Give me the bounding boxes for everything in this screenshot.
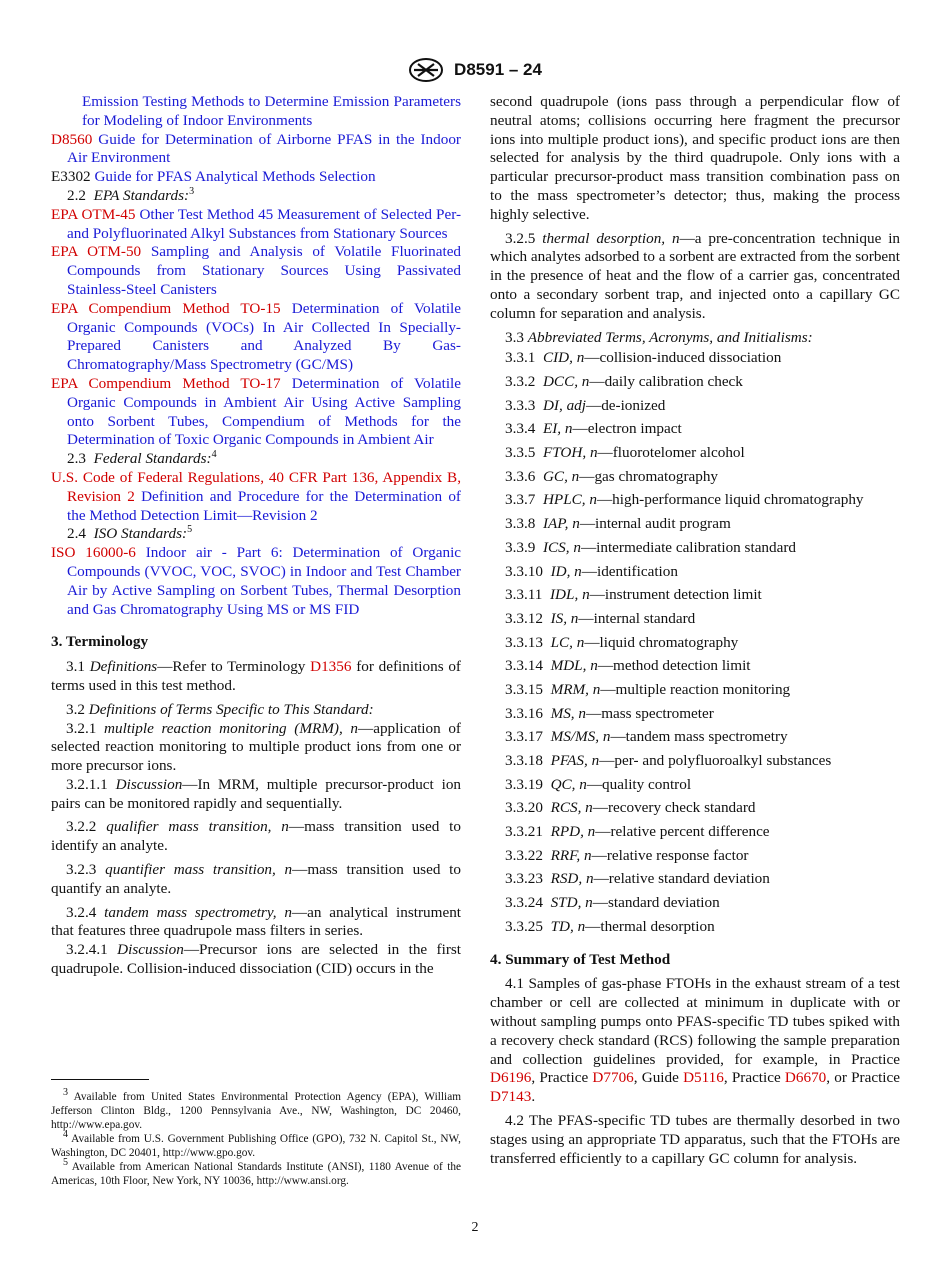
term-abbr: RSD, n — [550, 870, 594, 888]
term-abbr: EI, n — [542, 420, 573, 438]
term-definition: —tandem mass spectrometry — [610, 728, 788, 746]
section-title: Abbreviated Terms, Acronyms, and Initialisms: — [527, 328, 813, 346]
term-definition: —relative percent difference — [595, 823, 770, 841]
abbreviation-item — [490, 776, 900, 795]
term-number: 3.3.10 — [505, 562, 543, 580]
definition: —mass transition used to quantify an analyte. — [51, 861, 461, 897]
section-number: 3.2.4 — [66, 903, 97, 921]
reference-code: E3302 — [51, 168, 91, 186]
term-definition: —intermediate calibration standard — [580, 538, 797, 556]
term-number: 3.3.25 — [505, 917, 543, 935]
term-definition: —mass spectrometer — [586, 704, 714, 722]
page-number: 2 — [471, 1220, 479, 1235]
footnote — [51, 1087, 462, 1132]
term-definition: —identification — [581, 562, 678, 580]
term-number: 3.3.1 — [505, 349, 536, 367]
term-abbr: ID, n — [550, 562, 582, 580]
section-number: 3.2 — [66, 700, 85, 718]
abbreviation-item — [490, 728, 900, 747]
term-definition: —fluorotelomer alcohol — [597, 444, 745, 462]
paragraph-3-2 — [51, 701, 461, 720]
footnote-mark[interactable]: 5 — [187, 524, 193, 536]
section-number: 2.2 — [67, 186, 86, 204]
term-abbr: LC, n — [550, 633, 585, 651]
abbreviation-item — [490, 610, 900, 629]
term-definition: —internal audit program — [579, 515, 731, 533]
abbreviation-item — [490, 799, 900, 818]
footnote-mark[interactable]: 3 — [189, 185, 195, 197]
term-abbr: MS/MS, n — [550, 728, 611, 746]
section-title: Definitions of Terms Specific to This Standard: — [88, 700, 374, 718]
reference-link[interactable]: D7706 — [592, 1069, 634, 1087]
definition: —mass transition used to identify an analyte. — [51, 818, 461, 855]
abbreviation-item — [490, 373, 900, 392]
definition: —application of selected reaction monitoring to multiple product ions from one or more precursor ions. — [51, 719, 461, 775]
paragraph-3-3 — [490, 329, 900, 348]
term: Definitions — [89, 658, 158, 676]
text: —Refer to Terminology — [157, 658, 306, 676]
term-number: 3.3.11 — [505, 586, 543, 604]
abbreviation-item — [490, 634, 900, 653]
term-number: 3.3.13 — [505, 633, 543, 651]
term-definition: —internal standard — [578, 609, 696, 627]
reference-title[interactable]: Determination of Volatile Organic Compounds in Ambient Air Using Active Sampling onto Sorbent Tubes, Compendium of Methods for the Determination of Toxic Organic Compounds in Ambient Air — [67, 374, 462, 449]
term-abbr: IDL, n — [550, 586, 590, 604]
section-2-2 — [51, 187, 461, 206]
term-definition: —daily calibration check — [589, 373, 743, 391]
term-abbr: QC, n — [550, 775, 587, 793]
term-abbr: MDL, n — [550, 657, 598, 675]
term-abbr: GC, n — [542, 467, 580, 485]
reference-link[interactable]: D1356 — [310, 658, 352, 676]
term-number: 3.3.23 — [505, 870, 543, 888]
term-number: 3.3.18 — [505, 752, 543, 770]
term: qualifier mass transition, n — [106, 818, 289, 836]
reference-title[interactable]: Other Test Method 45 Measurement of Selected Per- and Polyfluorinated Alkyl Substances from Stationary Sources — [67, 205, 462, 242]
footnote-text: Available from U.S. Government Publishing Office (GPO), 732 N. Capitol St., NW, Washington, DC 20401, http://www.gpo.gov. — [51, 1133, 461, 1159]
term-definition: —liquid chromatography — [584, 633, 739, 651]
term-definition: —collision-induced dissociation — [584, 349, 782, 367]
reference-link[interactable]: D7143 — [490, 1088, 532, 1106]
term-abbr: RCS, n — [550, 799, 593, 817]
section-number: 2.4 — [67, 525, 86, 543]
footnote — [51, 1157, 461, 1188]
footnotes — [51, 1087, 462, 1188]
reference-cfr — [51, 469, 461, 525]
reference-title[interactable]: Guide for Determination of Airborne PFAS in the Indoor Air Environment — [67, 130, 461, 167]
term-abbr: HPLC, n — [542, 491, 597, 509]
abbreviation-item — [490, 539, 900, 558]
definition: —a pre-concentration technique in which analytes adsorbed to a sorbent are extracted from the sorbent in the presence of heat and the flow of a carrier gas, concentrated onto a secondary sorbent trap, and injected onto a capillary GC column for separation and analysis. — [490, 229, 901, 322]
term-abbr: ICS, n — [542, 538, 581, 556]
term-abbr: DI, adj — [542, 396, 586, 414]
definition: —In MRM, multiple precursor-product ion pairs can be monitored rapidly and sequentially. — [51, 775, 462, 812]
reference-code[interactable]: U.S. Code of Federal Regulations, 40 CFR Part 136, Appendix B, Revision 2 — [51, 468, 461, 505]
term-number: 3.3.2 — [505, 373, 536, 391]
reference-code[interactable]: EPA OTM-50 — [51, 243, 142, 261]
section-number: 3.2.1 — [66, 719, 97, 737]
section-2-4 — [51, 525, 461, 544]
term-abbr: CID, n — [542, 349, 585, 367]
term-definition: —instrument detection limit — [589, 586, 762, 604]
text: for definitions of terms used in this test method. — [51, 658, 461, 694]
term-definition: —per- and polyfluoroalkyl substances — [599, 752, 832, 770]
abbreviation-item — [490, 823, 900, 842]
section-number: 3.2.3 — [66, 861, 97, 879]
footnote-text: Available from United States Environmental Protection Agency (EPA), William Jefferson Clinton Bldg., 1200 Pennsylvania Ave., NW, Washington, DC 20460, http://www.epa.gov. — [51, 1091, 462, 1131]
abbreviation-item — [490, 752, 900, 771]
term-abbr: RRF, n — [550, 846, 592, 864]
reference-code[interactable]: ISO 16000-6 — [51, 544, 136, 562]
reference-otm50 — [51, 243, 461, 299]
text: , Guide — [633, 1069, 679, 1087]
footnote-mark[interactable]: 4 — [211, 449, 217, 461]
section-number: 3.2.1.1 — [66, 775, 108, 793]
term-number: 3.3.7 — [505, 491, 536, 509]
footnote-text: Available from American National Standards Institute (ANSI), 1180 Avenue of the Americas, 10th Floor, New York, NY 10036, http://www.ansi.org. — [51, 1161, 461, 1187]
term-number: 3.3.3 — [505, 396, 536, 414]
reference-code[interactable]: D8560 — [51, 130, 93, 148]
paragraph-3-1 — [51, 658, 461, 696]
footnote-mark: 4 — [63, 1129, 68, 1141]
section-title: Federal Standards: — [93, 450, 212, 468]
term: Discussion — [115, 775, 183, 793]
term-number: 3.3.4 — [505, 420, 536, 438]
term-abbr: FTOH, n — [542, 444, 598, 462]
paragraph-3-2-2 — [51, 818, 461, 856]
reference-link[interactable]: D6196 — [490, 1069, 532, 1087]
term-definition: —method detection limit — [597, 657, 751, 675]
term-number: 3.3.8 — [505, 515, 536, 533]
abbreviation-item — [490, 397, 900, 416]
heading-summary: 4. Summary of Test Method — [490, 950, 671, 968]
term-definition: —high-performance liquid chromatography — [596, 491, 864, 509]
term-number: 3.3.9 — [505, 538, 536, 556]
term-number: 3.3.14 — [505, 657, 543, 675]
term-abbr: MRM, n — [550, 680, 601, 698]
term-abbr: RPD, n — [550, 823, 596, 841]
term-abbr: PFAS, n — [550, 752, 600, 770]
term: quantifier mass transition, n — [105, 861, 293, 879]
term-definition: —multiple reaction monitoring — [600, 680, 791, 698]
term-number: 3.3.20 — [505, 799, 543, 817]
right-column — [490, 93, 900, 1168]
abbreviation-item — [490, 349, 900, 368]
paragraph-4-2: 4.2 The PFAS-specific TD tubes are thermally desorbed in two stages using an appropriate TD apparatus, such that the FTOHs are transferred efficiently to a capillary GC column for analysis. — [490, 1112, 900, 1167]
term-definition: —thermal desorption — [585, 917, 715, 935]
term-definition: —quality control — [586, 775, 692, 793]
section-number: 3.1 — [66, 658, 85, 676]
reference-title[interactable]: Guide for PFAS Analytical Methods Selection — [94, 168, 376, 186]
reference-title[interactable]: Determination of Volatile Organic Compounds (VOCs) In Air Collected In Specially-Prepared Canisters and Analyzed By Gas-Chromatography/Mass Spectrometry (GC/MS) — [67, 299, 462, 374]
reference-code[interactable]: EPA Compendium Method TO-15 — [51, 299, 281, 317]
term-abbr: DCC, n — [542, 373, 590, 391]
term-definition: —electron impact — [572, 420, 682, 438]
footnote — [51, 1129, 461, 1160]
term-abbr: TD, n — [550, 917, 586, 935]
astm-logo-icon — [408, 58, 444, 82]
abbreviation-item — [490, 515, 900, 534]
reference-to17 — [51, 375, 461, 450]
reference-link[interactable]: D5116 — [683, 1069, 724, 1087]
text: , Practice — [723, 1069, 781, 1087]
abbreviation-item — [490, 705, 900, 724]
reference-continuation[interactable]: Emission Testing Methods to Determine Emission Parameters for Modeling of Indoor Environments — [82, 93, 461, 129]
abbreviation-item — [490, 420, 900, 439]
reference-title[interactable]: Sampling and Analysis of Volatile Fluorinated Compounds from Stationary Sources Using Passivated Stainless-Steel Canisters — [67, 243, 462, 298]
term-number: 3.3.17 — [505, 728, 543, 746]
definition: —Precursor ions are selected in the first quadrupole. Collision-induced dissociation (CID) occurs in the — [51, 941, 462, 978]
paragraph-3-2-5 — [490, 230, 900, 324]
paragraph-3-2-4-1 — [51, 941, 461, 979]
section-number: 3.2.5 — [505, 229, 536, 247]
abbreviation-item — [490, 444, 900, 463]
abbreviation-item — [490, 657, 900, 676]
section-number: 3.2.2 — [66, 818, 97, 836]
abbreviation-item — [490, 870, 900, 889]
footnote-mark: 3 — [63, 1087, 68, 1099]
reference-title[interactable]: Indoor air - Part 6: Determination of Organic Compounds (VVOC, VOC, SVOC) in Indoor and Test Chamber Air by Active Sampling on Sorbent Tubes, Thermal Desorption and Gas Chromatography Using MS or MS FID — [67, 544, 462, 618]
term-definition: —de-ionized — [586, 396, 666, 414]
abbreviation-item — [490, 918, 900, 937]
term: tandem mass spectrometry, n — [104, 903, 292, 921]
abbreviation-item — [490, 491, 900, 510]
term-definition: —relative standard deviation — [593, 870, 770, 888]
paragraph-3-2-1 — [51, 720, 461, 776]
term-number: 3.3.24 — [505, 894, 543, 912]
document-number: D8591 – 24 — [454, 60, 542, 79]
section-title: ISO Standards: — [93, 525, 188, 543]
reference-code[interactable]: EPA Compendium Method TO-17 — [51, 374, 281, 392]
section-number: 3.3 — [505, 328, 524, 346]
term-abbr: STD, n — [550, 894, 593, 912]
left-column — [51, 93, 461, 979]
term: multiple reaction monitoring (MRM), n — [104, 719, 359, 737]
reference-otm45 — [51, 206, 461, 244]
text: , Practice — [531, 1069, 589, 1087]
paragraph-4-1 — [490, 975, 900, 1107]
text: . — [531, 1088, 536, 1106]
term-number: 3.3.12 — [505, 609, 543, 627]
abbreviation-item — [490, 847, 900, 866]
reference-to15 — [51, 300, 461, 375]
term: Discussion — [117, 941, 184, 959]
term-number: 3.3.19 — [505, 775, 543, 793]
abbreviation-item — [490, 563, 900, 582]
section-number: 3.2.4.1 — [66, 941, 108, 959]
term-abbr: IS, n — [550, 609, 579, 627]
term-number: 3.3.5 — [505, 444, 536, 462]
abbreviation-item — [490, 586, 900, 605]
section-number: 2.3 — [67, 450, 86, 468]
definition: —an analytical instrument that features three quadrupole mass filters in series. — [51, 903, 462, 940]
term-number: 3.3.21 — [505, 823, 543, 841]
abbreviation-item — [490, 468, 900, 487]
reference-iso — [51, 544, 461, 619]
text: , or Practice — [826, 1069, 900, 1087]
reference-code[interactable]: EPA OTM-45 — [51, 205, 136, 223]
abbreviation-item — [490, 894, 900, 913]
section-title: EPA Standards: — [93, 186, 190, 204]
paragraph-3-2-4-1-continued: second quadrupole (ions pass through a perpendicular flow of neutral atoms; collisions occurring here fragment the precursor ions into multiple product ions), and specific product ions are then selected for analysis by the third quadrupole. Only ions with a particular precursor-product mass transition combination pass on to the mass spectrometer’s detector; thus, making the process highly selective. — [490, 93, 900, 223]
text: 4.1 Samples of gas-phase FTOHs in the exhaust stream of a test chamber or cell are collected at minimum in duplicate with or without sampling pumps onto PFAS-specific TD tubes spiked with a recovery check standard (RCS) following the sample preparation and collection guidelines provided, for example, in Practice — [490, 975, 900, 1068]
page-header — [0, 58, 950, 82]
footnote-mark: 5 — [63, 1157, 68, 1169]
term-abbr: IAP, n — [542, 515, 580, 533]
reference-e3302 — [51, 168, 461, 187]
term-number: 3.3.6 — [505, 467, 536, 485]
heading-terminology: 3. Terminology — [51, 633, 149, 651]
term-definition: —relative response factor — [591, 846, 749, 864]
term-number: 3.3.22 — [505, 846, 543, 864]
abbreviation-list — [490, 349, 900, 936]
term-number: 3.3.15 — [505, 680, 543, 698]
reference-title[interactable]: Definition and Procedure for the Determination of the Method Detection Limit—Revision 2 — [67, 487, 461, 524]
paragraph-3-2-1-1 — [51, 776, 461, 814]
term-number: 3.3.16 — [505, 704, 543, 722]
term-definition: —standard deviation — [592, 894, 720, 912]
paragraph-3-2-4 — [51, 904, 461, 942]
abbreviation-item — [490, 681, 900, 700]
term-abbr: MS, n — [550, 704, 586, 722]
footnote-divider — [51, 1079, 149, 1080]
term: thermal desorption, n — [542, 229, 680, 247]
paragraph-3-2-3 — [51, 861, 461, 899]
term-definition: —recovery check standard — [592, 799, 756, 817]
reference-d8560 — [51, 131, 461, 169]
reference-link[interactable]: D6670 — [784, 1069, 827, 1087]
term-definition: —gas chromatography — [579, 467, 719, 485]
section-2-3 — [51, 450, 461, 469]
